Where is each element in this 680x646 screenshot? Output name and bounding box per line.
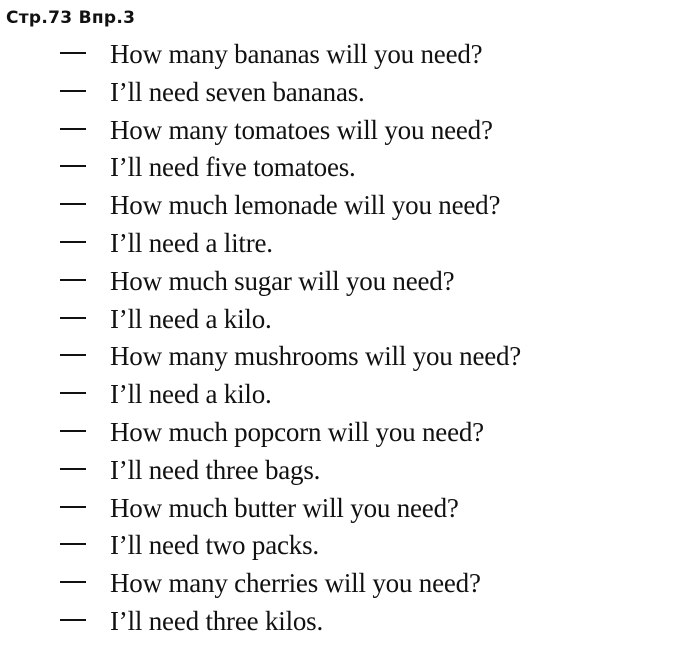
dialogue-line: [0, 377, 680, 415]
dialogue-line: [0, 302, 680, 340]
dialogue-line: [0, 75, 680, 113]
dialogue-dash: [60, 52, 86, 54]
dialogue-dash: [60, 279, 86, 281]
dialogue-text: How much popcorn will you need?: [110, 416, 484, 447]
dialogue-line: [0, 566, 680, 604]
dialogue-dash: [60, 468, 86, 470]
dialogue-text: I’ll need three bags.: [110, 454, 321, 485]
dialogue-text: How much butter will you need?: [110, 492, 459, 523]
dialogue-text: How much sugar will you need?: [110, 265, 455, 296]
dialogue-dash: [60, 543, 86, 545]
dialogue-line: [0, 453, 680, 491]
dialogue-line: [0, 264, 680, 302]
dialogue-text: I’ll need a litre.: [110, 227, 273, 258]
dialogue-line: [0, 491, 680, 529]
dialogue-dash: [60, 203, 86, 205]
dialogue-line: [0, 113, 680, 151]
dialogue-line: [0, 415, 680, 453]
dialogue-dash: [60, 506, 86, 508]
dialogue-dash: [60, 619, 86, 621]
dialogue-line: [0, 37, 680, 75]
dialogue-dash: [60, 165, 86, 167]
dialogue-text: I’ll need a kilo.: [110, 379, 272, 410]
dialogue-line: [0, 188, 680, 226]
dialogue-dash: [60, 354, 86, 356]
dialogue-list: [0, 37, 680, 642]
dialogue-line: [0, 528, 680, 566]
dialogue-line: [0, 604, 680, 642]
dialogue-line: [0, 339, 680, 377]
dialogue-dash: [60, 90, 86, 92]
dialogue-dash: [60, 128, 86, 130]
dialogue-text: How many bananas will you need?: [110, 39, 483, 69]
dialogue-text: I’ll need seven bananas.: [110, 76, 365, 107]
dialogue-dash: [60, 241, 86, 243]
dialogue-dash: [60, 317, 86, 319]
dialogue-dash: [60, 392, 86, 394]
dialogue-text: How many tomatoes will you need?: [110, 114, 493, 145]
dialogue-text: I’ll need three kilos.: [110, 605, 324, 636]
dialogue-dash: [60, 430, 86, 432]
dialogue-text: I’ll need two packs.: [110, 530, 319, 561]
dialogue-line: [0, 226, 680, 264]
dialogue-text: How much lemonade will you need?: [110, 190, 501, 221]
dialogue-text: I’ll need a kilo.: [110, 303, 272, 334]
dialogue-text: How many mushrooms will you need?: [110, 341, 522, 372]
dialogue-dash: [60, 581, 86, 583]
dialogue-text: How many cherries will you need?: [110, 568, 481, 599]
dialogue-text: I’ll need five tomatoes.: [110, 152, 356, 183]
dialogue-line: [0, 150, 680, 188]
page-heading: Стр.73 Впр.3: [6, 8, 136, 28]
